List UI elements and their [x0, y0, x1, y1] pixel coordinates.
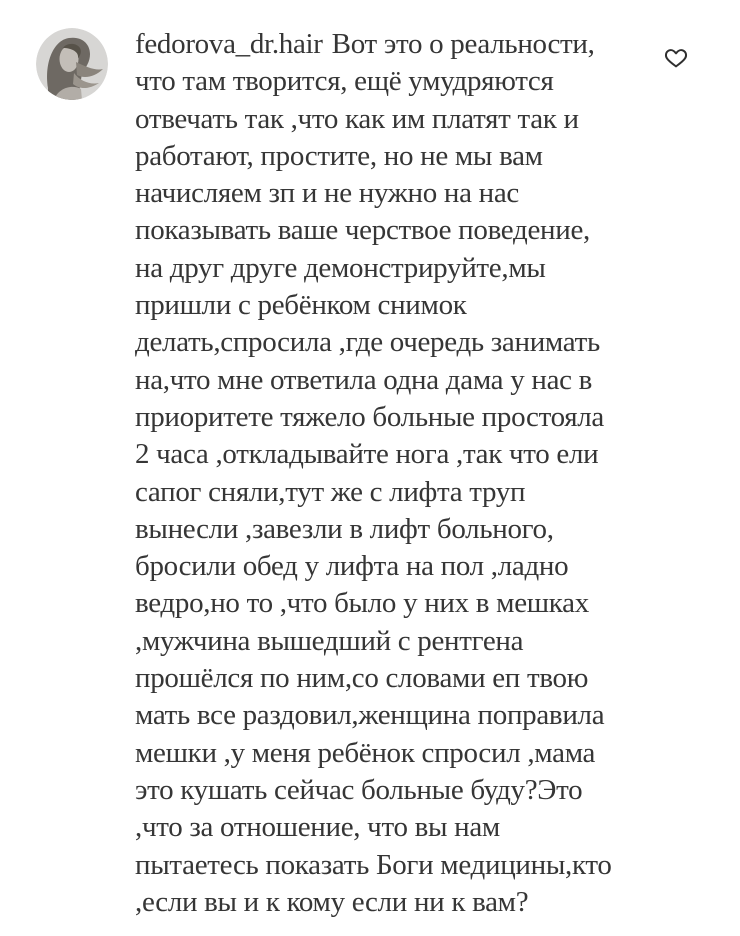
comment-line: начисляем зп и не нужно на нас: [135, 177, 519, 210]
comment-line: это кушать сейчас больные буду?Это: [135, 773, 583, 806]
avatar[interactable]: [36, 28, 108, 100]
comment-line: показывать ваше черствое поведение,: [135, 214, 590, 247]
comment-line: на друг друге демонстрируйте,мы: [135, 251, 546, 284]
comment-line: на,что мне ответила одна дама у нас в: [135, 363, 593, 396]
username-link[interactable]: fedorova_dr.hair: [135, 28, 323, 60]
comment-line: мешки ,у меня ребёнок спросил ,мама: [135, 736, 596, 769]
comment-line: 2 часа ,откладывайте нога ,так что ели: [135, 438, 599, 471]
comment-line: что там творится, ещё умудряются: [135, 65, 554, 98]
comment-line-first: [135, 26, 675, 63]
comment-line: бросили обед у лифта на пол ,ладно: [135, 550, 569, 583]
comment-line: ,что за отношение, что вы нам: [135, 811, 500, 844]
comment-line: делать,спросила ,где очередь занимать: [135, 326, 600, 359]
comment-line: ,если вы и к кому если ни к вам?: [135, 885, 529, 918]
comment-line: приоритете тяжело больные простояла: [135, 400, 605, 433]
comment-line: прошёлся по ним,со словами еп твою: [135, 662, 589, 695]
comment-line: ведро,но то ,что было у них в мешках: [135, 587, 589, 620]
profile-photo: [36, 28, 108, 100]
comment-text-first-line: Вот это о реальности,: [331, 28, 595, 60]
comment-body: [135, 26, 675, 921]
like-button[interactable]: [662, 42, 694, 74]
comment-line: отвечать так ,что как им платят так и: [135, 102, 579, 135]
comment-lines: [135, 63, 675, 921]
comment-line: пытаетесь показать Боги медицины,кто: [135, 848, 612, 881]
comment-line: пришли с ребёнком снимок: [135, 289, 467, 322]
comment-line: работают, простите, но не мы вам: [135, 139, 543, 172]
comment-line: ,мужчина вышедший с рентгена: [135, 624, 524, 657]
comment-line: сапог сняли,тут же с лифта труп: [135, 475, 526, 508]
comment-line: мать все раздовил,женщина поправила: [135, 699, 605, 732]
comment-line: вынесли ,завезли в лифт больного,: [135, 512, 554, 545]
heart-icon: [662, 44, 690, 72]
